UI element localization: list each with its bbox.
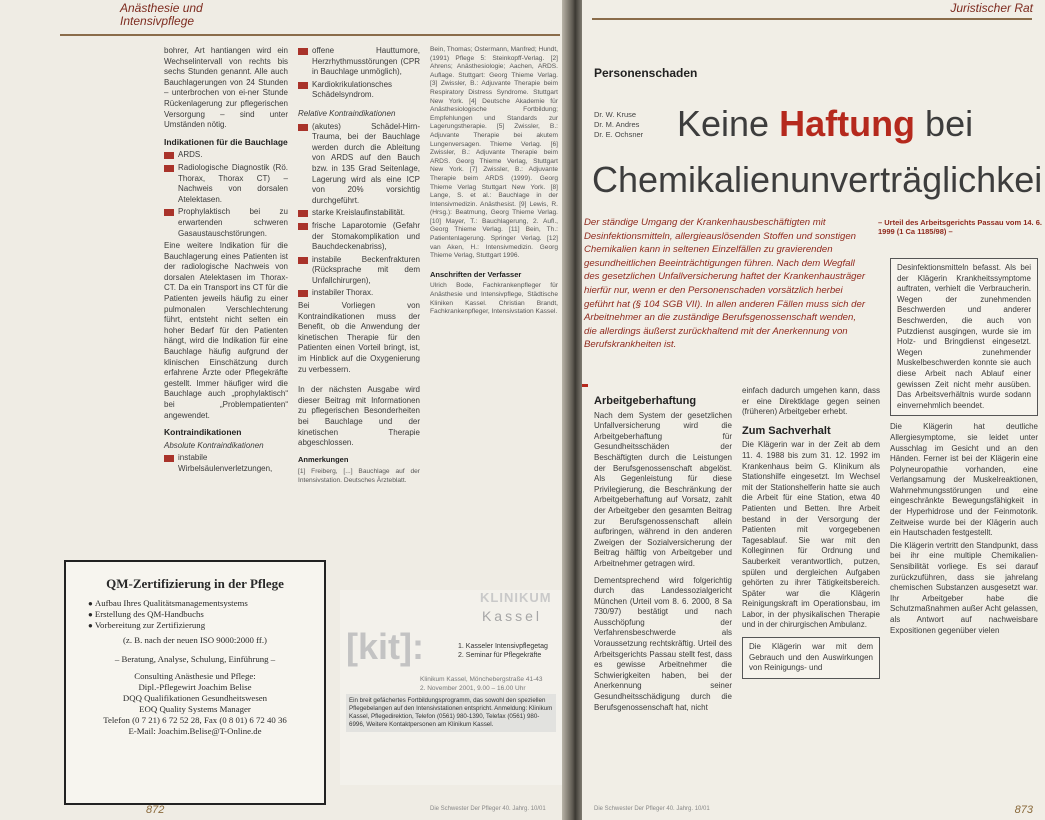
list-item: Prophylaktisch bei zu erwartenden schweren Gasaustauschstörungen. bbox=[164, 207, 288, 239]
header-rule bbox=[60, 34, 560, 36]
references-column bbox=[430, 46, 558, 319]
ad-watermark: KLINIKUM bbox=[480, 590, 552, 605]
ad-title: QM-Zertifizierung in der Pflege bbox=[106, 576, 284, 591]
footer-issue: Die Schwester Der Pfleger 40. Jahrg. 10/01 bbox=[594, 806, 710, 812]
boxed-paragraph: Desinfektionsmitteln befasst. Als bei der Klägerin Krankheitssymptome auftraten, verhielt die Verbraucherin. Wegen der zunehmenden Beschwerden und anderer Beschwerden, die auch von Putzdienst ausgingen, wurde sie im Holz- und Bringdienst eingesetzt. Wegen zunehmender Muskelbeschwerden konnte sie auch diese Arbeit nach Ablauf einer gewissen Zeit nicht mehr ausüben. Das Arbeitsverhältnis wurde sodann einvernehmlich beendet. bbox=[890, 258, 1038, 416]
accent-bar bbox=[582, 384, 588, 387]
list-item: ARDS. bbox=[164, 150, 288, 161]
list-item: frische Laparotomie (Gefahr der Stomakomplikation und Bauchdeckenabriss), bbox=[298, 221, 420, 253]
list-item: instabile Wirbelsäulenverletzungen, bbox=[164, 453, 288, 474]
list-item: instabiler Thorax. bbox=[298, 288, 420, 299]
headline-line-2: Chemikalienunverträglichkei bbox=[592, 159, 1043, 200]
article-column-1 bbox=[164, 46, 288, 477]
list-item: Radiologische Diagnostik (Rö. Thorax, Thorax CT) – Nachweis von dorsalen Atelektasen. bbox=[164, 163, 288, 205]
contact-line: Dipl.-Pflegewirt Joachim Belise bbox=[138, 682, 252, 692]
ad-contact bbox=[66, 671, 324, 737]
contact-line: Consulting Anästhesie und Pflege: bbox=[134, 671, 256, 681]
headline bbox=[677, 104, 973, 144]
header-rule bbox=[592, 18, 1032, 20]
rubric: Personenschaden bbox=[594, 66, 698, 80]
boxed-paragraph: Die Klägerin war mit dem Gebrauch und den Auswirkungen von Reinigungs- und bbox=[742, 637, 880, 679]
author-list bbox=[594, 110, 643, 140]
paragraph: Die Klägerin vertritt den Standpunkt, dass bei ihr eine multiple Chemikalien-Sensibilität vorliege. Es sei darauf zurückzuführen, dass sie jahrelang chemischen Substanzen ausgesetzt war. Ihr Arbeitgeber habe die Schutzmaßnahmen außer Acht gelassen, als Antwort auf nachweisbare Expositionen gegenüber vielen bbox=[890, 540, 1038, 635]
kit-logo: [kit]: bbox=[346, 626, 424, 667]
list-item: starke Kreislaufinstabilität. bbox=[298, 208, 420, 219]
paragraph: Dementsprechend wird folgerichtig durch das Landessozialgericht München (Urteil vom 8. 6. 2000, 8 Sa 730/97) bestätigt und nach Ausschöpfung der Verfahrensbeschwerde als Voraussetzung rechtskräftig. Urteil des Arbeitsgerichts Passau stellt fest, dass es gewisse Arbeitnehmer die Schwierigkeiten haben, bei der Anerkennung seiner Gesundheitsschädigung durch die Berufsgenossenschaft hat, nicht bbox=[594, 575, 732, 712]
list-item: offene Hauttumore, Herzrhythmusstörungen (CPR in Bauchlage unmöglich), bbox=[298, 46, 420, 78]
article-column-1 bbox=[594, 392, 732, 715]
paragraph: einfach dadurch umgehen kann, dass er eine Direktklage gegen seinen (früheren) Arbeitgeber erhebt. bbox=[742, 386, 880, 417]
article-column-2 bbox=[298, 46, 420, 488]
author: Dr. W. Kruse bbox=[594, 110, 637, 119]
paragraph: Die Klägerin war in der Zeit ab dem 11. 4. 1988 bis zum 31. 12. 1992 im Krankenhaus beim G. Klinikum als Stationshilfe eingesetzt. Im Wechsel mit der Stationshelferin hatte sie auch die Arbeit für eine Station, etwa 40 Patienten und Betten. Ihre Arbeit bestand in der Versorgung der Patienten mit vorgegebenen Tagesablauf. Sie war mit den Kolleginnen für Ordnung und Sauberkeit verantwortlich, putzen, spülen und dergleichen Aufgaben gehörten zu ihrer Tätigkeitsbereich. Später war die Klägerin Reinigungskraft im Operationsbau, im Labor, in der physikalischen Therapie und in der chirurgischen Ambulanz. bbox=[742, 440, 880, 630]
list-item: ● Aufbau Ihres Qualitätsmanagementsystems bbox=[88, 598, 324, 609]
ad-info: Ein breit gefächertes Fortbildungsprogramm, das sowohl den speziellen Pflegebelangen auf den Intensivstationen entspricht. Anmeldung: Klinikum Kassel, Pflegedirektion, Telefon (0561) 980-1390, Telefax (0561) 980-6996, Weitere Kontaktpersonen am Klinikum Kassel. bbox=[346, 694, 556, 732]
paragraph: bohrer, Art hantiangen wird ein Wechselintervall von rechts bis sechs Stunden genannt. Alle auch Bauchlagerungen von 24 Stunden – unterbrochen von ei-ner Stunde Rückenlagerung zur pflegerischen Versorgung – sind unter Umständen nötig. bbox=[164, 46, 288, 130]
ad-note: (z. B. nach der neuen ISO 9000:2000 ff.) bbox=[123, 635, 267, 645]
page-number: 873 bbox=[1014, 804, 1033, 816]
paragraph: Nach dem System der gesetzlichen Unfallversicherung wird die Arbeitgeberhaftung für Gesundheitsschäden der Beschäftigten durch die Leistungen der Berufsgenossenschaft abgelöst. Als Gegenleistung für diese Privilegierung, die Beschränkung der Arbeitgeberhaftung auf Vorsatz, zahlt der Arbeitgeber den gesamten Beitrag zur Berufsgenossenschaft allein aufbringen, während in den anderen Zweigen der Sozialversicherung der Beitrag hälftig von Arbeitgeber und Arbeitnehmer getragen wird. bbox=[594, 410, 732, 568]
references: Bein, Thomas; Ostermann, Manfred; Hundt, (1991) Pflege 5: Steinkopff-Verlag. [2] Ahrens; Anästhesiologie; Aachen, ARDS. Auflage. Stuttgart: Georg Thieme Verlag. [3] Zwissler, B.: Adjuvante Therapie beim Respiratory Distress Syndrome. Stuttgart New York. [4] Deutsche Akademie für Anästhesiologische Fortbildung; Empfehlungen und Standards zur Lagerungstherapie. [5] Zwissler, B.: Adjuvante Therapie bei akutem Lungenversagen. Thieme Verlag. [6] Zwissler, B.: Adjuvante Therapie beim ARDS. Georg Thieme Verlag, Stuttgart New York. [7] Zwissler, B.: Adjuvante Therapie beim ARDS (1999). Georg Thieme Verlag Stuttgart New York. [8] Lange, S. et al.: Bauchlage in der Intensivmedizin. Anästhesist. [9] Lewis, R. (Hrsg.): Beatmung, Georg Thieme Verlag. [10] Mayer, T.: Bauchlagerung, 2. Aufl., Georg Thieme Verlag. [11] Bein, Th.: Patientenlagerung. Springer Verlag. [12] van Aken, H.: Intensivmedizin. Georg Thieme Verlag, Stuttgart 1996. bbox=[430, 46, 558, 260]
subheading: Kontraindikationen bbox=[164, 427, 242, 438]
ad-city: Kassel bbox=[481, 608, 542, 624]
subheading: Arbeitgeberhaftung bbox=[594, 395, 697, 407]
list-item: Kardiokrikulationsches Schädelsyndrom. bbox=[298, 80, 420, 101]
headline-post: bei bbox=[915, 103, 974, 144]
list-item: instabile Beckenfrakturen (Rücksprache mit dem Unfallchirurgen), bbox=[298, 255, 420, 287]
subheading: Indikationen für die Bauchlage bbox=[164, 136, 288, 147]
paragraph: Eine weitere Indikation für die Bauchlagerung eines Patienten ist der radiologische Nachweis von dorsalen Atelektasen im Thorax-CT. Da ein Transport ins CT für die Patienten jeweils häufig zu einer pulmonalen Verschlechterung führt, entsteht nicht selten ein hoher Bedarf für den Patienten hängt, wird die Indikation für eine Bauchlage häufig aufgrund der klinischen Einschätzung durch erfahrene Ärzte oder Pflegekräfte gestellt. Immer häufiger wird die Bauchlage auch „prophylaktisch“ bei „Problempatienten“ angewendet. bbox=[164, 241, 288, 420]
contact-line: E-Mail: Joachim.Belise@T-Online.de bbox=[128, 726, 262, 736]
subheading-italic: Absolute Kontraindikationen bbox=[164, 440, 264, 450]
article-column-2 bbox=[742, 386, 880, 679]
list-item: ● Erstellung des QM-Handbuchs bbox=[88, 609, 324, 620]
ad-tagline: 1. Kasseler Intensivpflegetag 2. Seminar für Pflegekräfte bbox=[458, 643, 548, 659]
authors-addresses: Ulrich Bode, Fachkrankenpfleger für Anästhesie und Intensivpflege, Städtische Kliniken Kassel. Christian Brandt, Fachkrankenpfleger, Intensivstation Kassel. bbox=[430, 282, 558, 316]
paragraph: Bei Vorliegen von Kontraindikationen muss der Benefit, ob die Anwendung der kinetischen Therapie für den Patienten einen Vorteil bringt, ist, im Hinblick auf die Oxygenierung zu verbessern. bbox=[298, 301, 420, 374]
qm-advertisement bbox=[64, 560, 326, 805]
headline-pre: Keine bbox=[677, 103, 780, 144]
paragraph: Die Klägerin hat deutliche Allergiesymptome, sie leidet unter Ausschlag im Gesicht und an den Händen. Ferner ist bei der Klägerin eine Polyneuropathie vorhanden, eine Verlangsamung der Muskelreaktionen, Wahrnehmungsstörungen und eine eingeschränkte Bewegungsfähigkeit in der Hyperhidrose und der Feinmotorik. Zeitweise wurde bei der Klägerin auch ein Hautschaden festgestellt. bbox=[890, 422, 1038, 538]
notes-heading: Anmerkungen bbox=[298, 454, 349, 464]
notes: [1] Freiberg, [...] Bauchlage auf der Intensivstation. Deutsches Ärzteblatt. bbox=[298, 468, 420, 484]
ad-services: – Beratung, Analyse, Schulung, Einführung – bbox=[114, 654, 276, 664]
right-page bbox=[582, 0, 1045, 820]
page-number: 872 bbox=[146, 804, 165, 816]
article-column-3 bbox=[890, 258, 1038, 638]
ad-date: Klinikum Kassel, Mönchebergstraße 41-43 2. November 2001, 9.00 – 16.00 Uhr bbox=[420, 676, 543, 692]
footer-issue: Die Schwester Der Pfleger 40. Jahrg. 10/01 bbox=[430, 806, 546, 812]
section-header: Juristischer Rat bbox=[950, 1, 1033, 15]
list-item: (akutes) Schädel-Hirn-Trauma, bei der Bauchlage werden durch die Ableitung von ARDS auf den Bauch bzw. in 135 Grad Seitenlage, Lagerung wird als eine ICP von 20% vorsichtig durchgeführt. bbox=[298, 122, 420, 207]
subheading-italic: Relative Kontraindikationen bbox=[298, 108, 396, 118]
author: Dr. E. Ochsner bbox=[594, 130, 644, 139]
ad-service-list bbox=[88, 598, 324, 631]
list-item: ● Vorbereitung zur Zertifizierung bbox=[88, 620, 324, 631]
headline-highlight: Haftung bbox=[779, 103, 916, 144]
authors-heading: Anschriften der Verfasser bbox=[430, 269, 522, 279]
kit-advertisement bbox=[340, 590, 562, 785]
lead-paragraph: Der ständige Umgang der Krankenhausbeschäftigten mit Desinfektionsmitteln, allergieauslösenden Stoffen und sonstigen Chemikalien kann in seltenen Einzelfällen zu gravierenden gesundheitlichen Beeinträchtigungen führen. Nach dem Wegfall des gesetzlichen Unfallversicherung haftet der Krankenhausträger hierfür nur, wenn er den Personenschaden vorsätzlich herbei geführt hat (§ 104 SGB VII). In allen anderen Fällen muss sich der Arbeitnehmer an die zuständige Berufsgenossenschaft wenden, die allerdings äußerst zurückhaltend mit der Anerkennung von Berufskrankheiten ist. bbox=[584, 217, 866, 351]
contact-line: EOQ Quality Systems Manager bbox=[139, 704, 251, 714]
author: Dr. M. Andres bbox=[594, 120, 640, 129]
verdict-reference: – Urteil des Arbeitsgerichts Passau vom 14. 6. 1999 (1 Ca 1185/98) – bbox=[878, 218, 1042, 236]
subheading: Zum Sachverhalt bbox=[742, 424, 831, 437]
contact-line: DQQ Qualifikationen Gesundheitswesen bbox=[122, 693, 268, 703]
contact-line: Telefon (0 7 21) 6 72 52 28, Fax (0 8 01) 6 72 40 36 bbox=[103, 715, 287, 725]
section-header: Anästhesie und Intensivpflege bbox=[120, 1, 203, 28]
paragraph: In der nächsten Ausgabe wird dieser Beitrag mit Informationen zu pflegerischen Besonderheiten bei Bauchlage und der kinetischen Therapie abgeschlossen. bbox=[298, 385, 420, 448]
